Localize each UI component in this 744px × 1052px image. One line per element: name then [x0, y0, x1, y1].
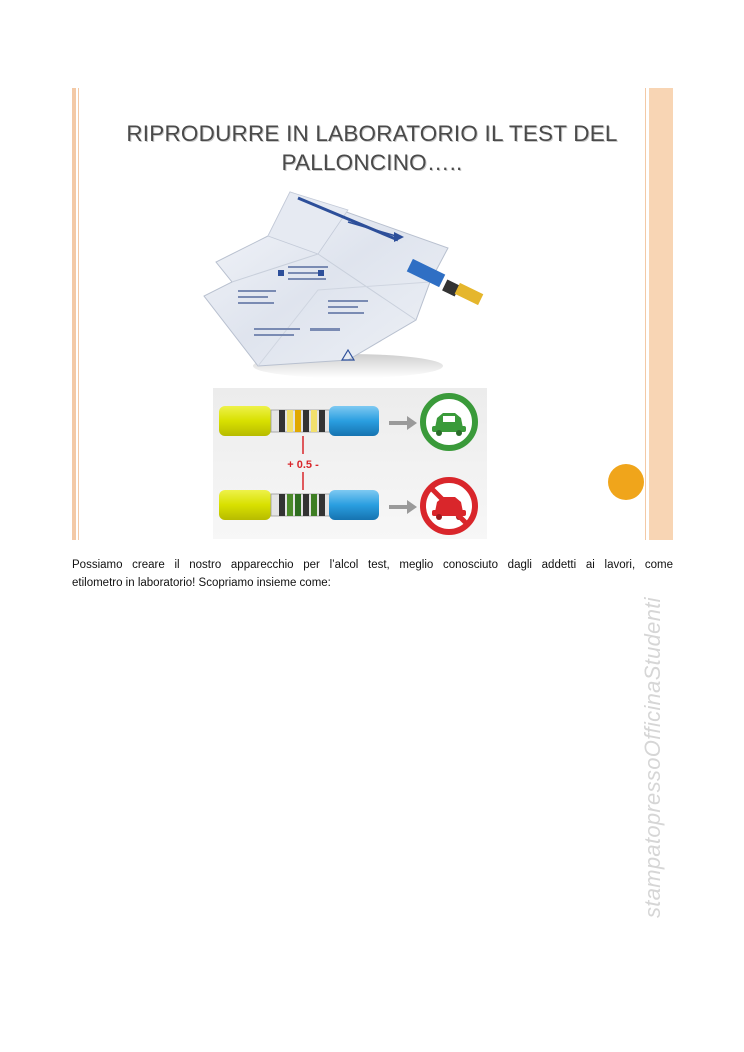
caption-line1: Possiamo creare il nostro apparecchio per l’alcol test, meglio conosciuto dagli addetti ai lavori, come [72, 559, 673, 571]
alcohol-tubes-figure [213, 388, 487, 539]
caption-paragraph [72, 556, 673, 592]
caption-line2: etilometro in laboratorio! Scopriamo insieme come: [72, 577, 331, 589]
breathalyzer-bag-image [198, 170, 490, 385]
print-watermark: stampatopressoOfficinaStudenti [640, 597, 665, 918]
slide-title-line1: RIPRODURRE IN LABORATORIO IL TEST DEL [126, 121, 618, 146]
limit-label: + 0.5 - [287, 459, 319, 471]
alcohol-tubes-graphic [213, 388, 487, 539]
slide-title [72, 119, 672, 177]
slide-title-line2: PALLONCINO….. [281, 150, 463, 175]
car-forbidden-icon [423, 480, 475, 532]
orange-dot-decoration [608, 464, 644, 500]
car-allowed-icon [423, 396, 475, 448]
